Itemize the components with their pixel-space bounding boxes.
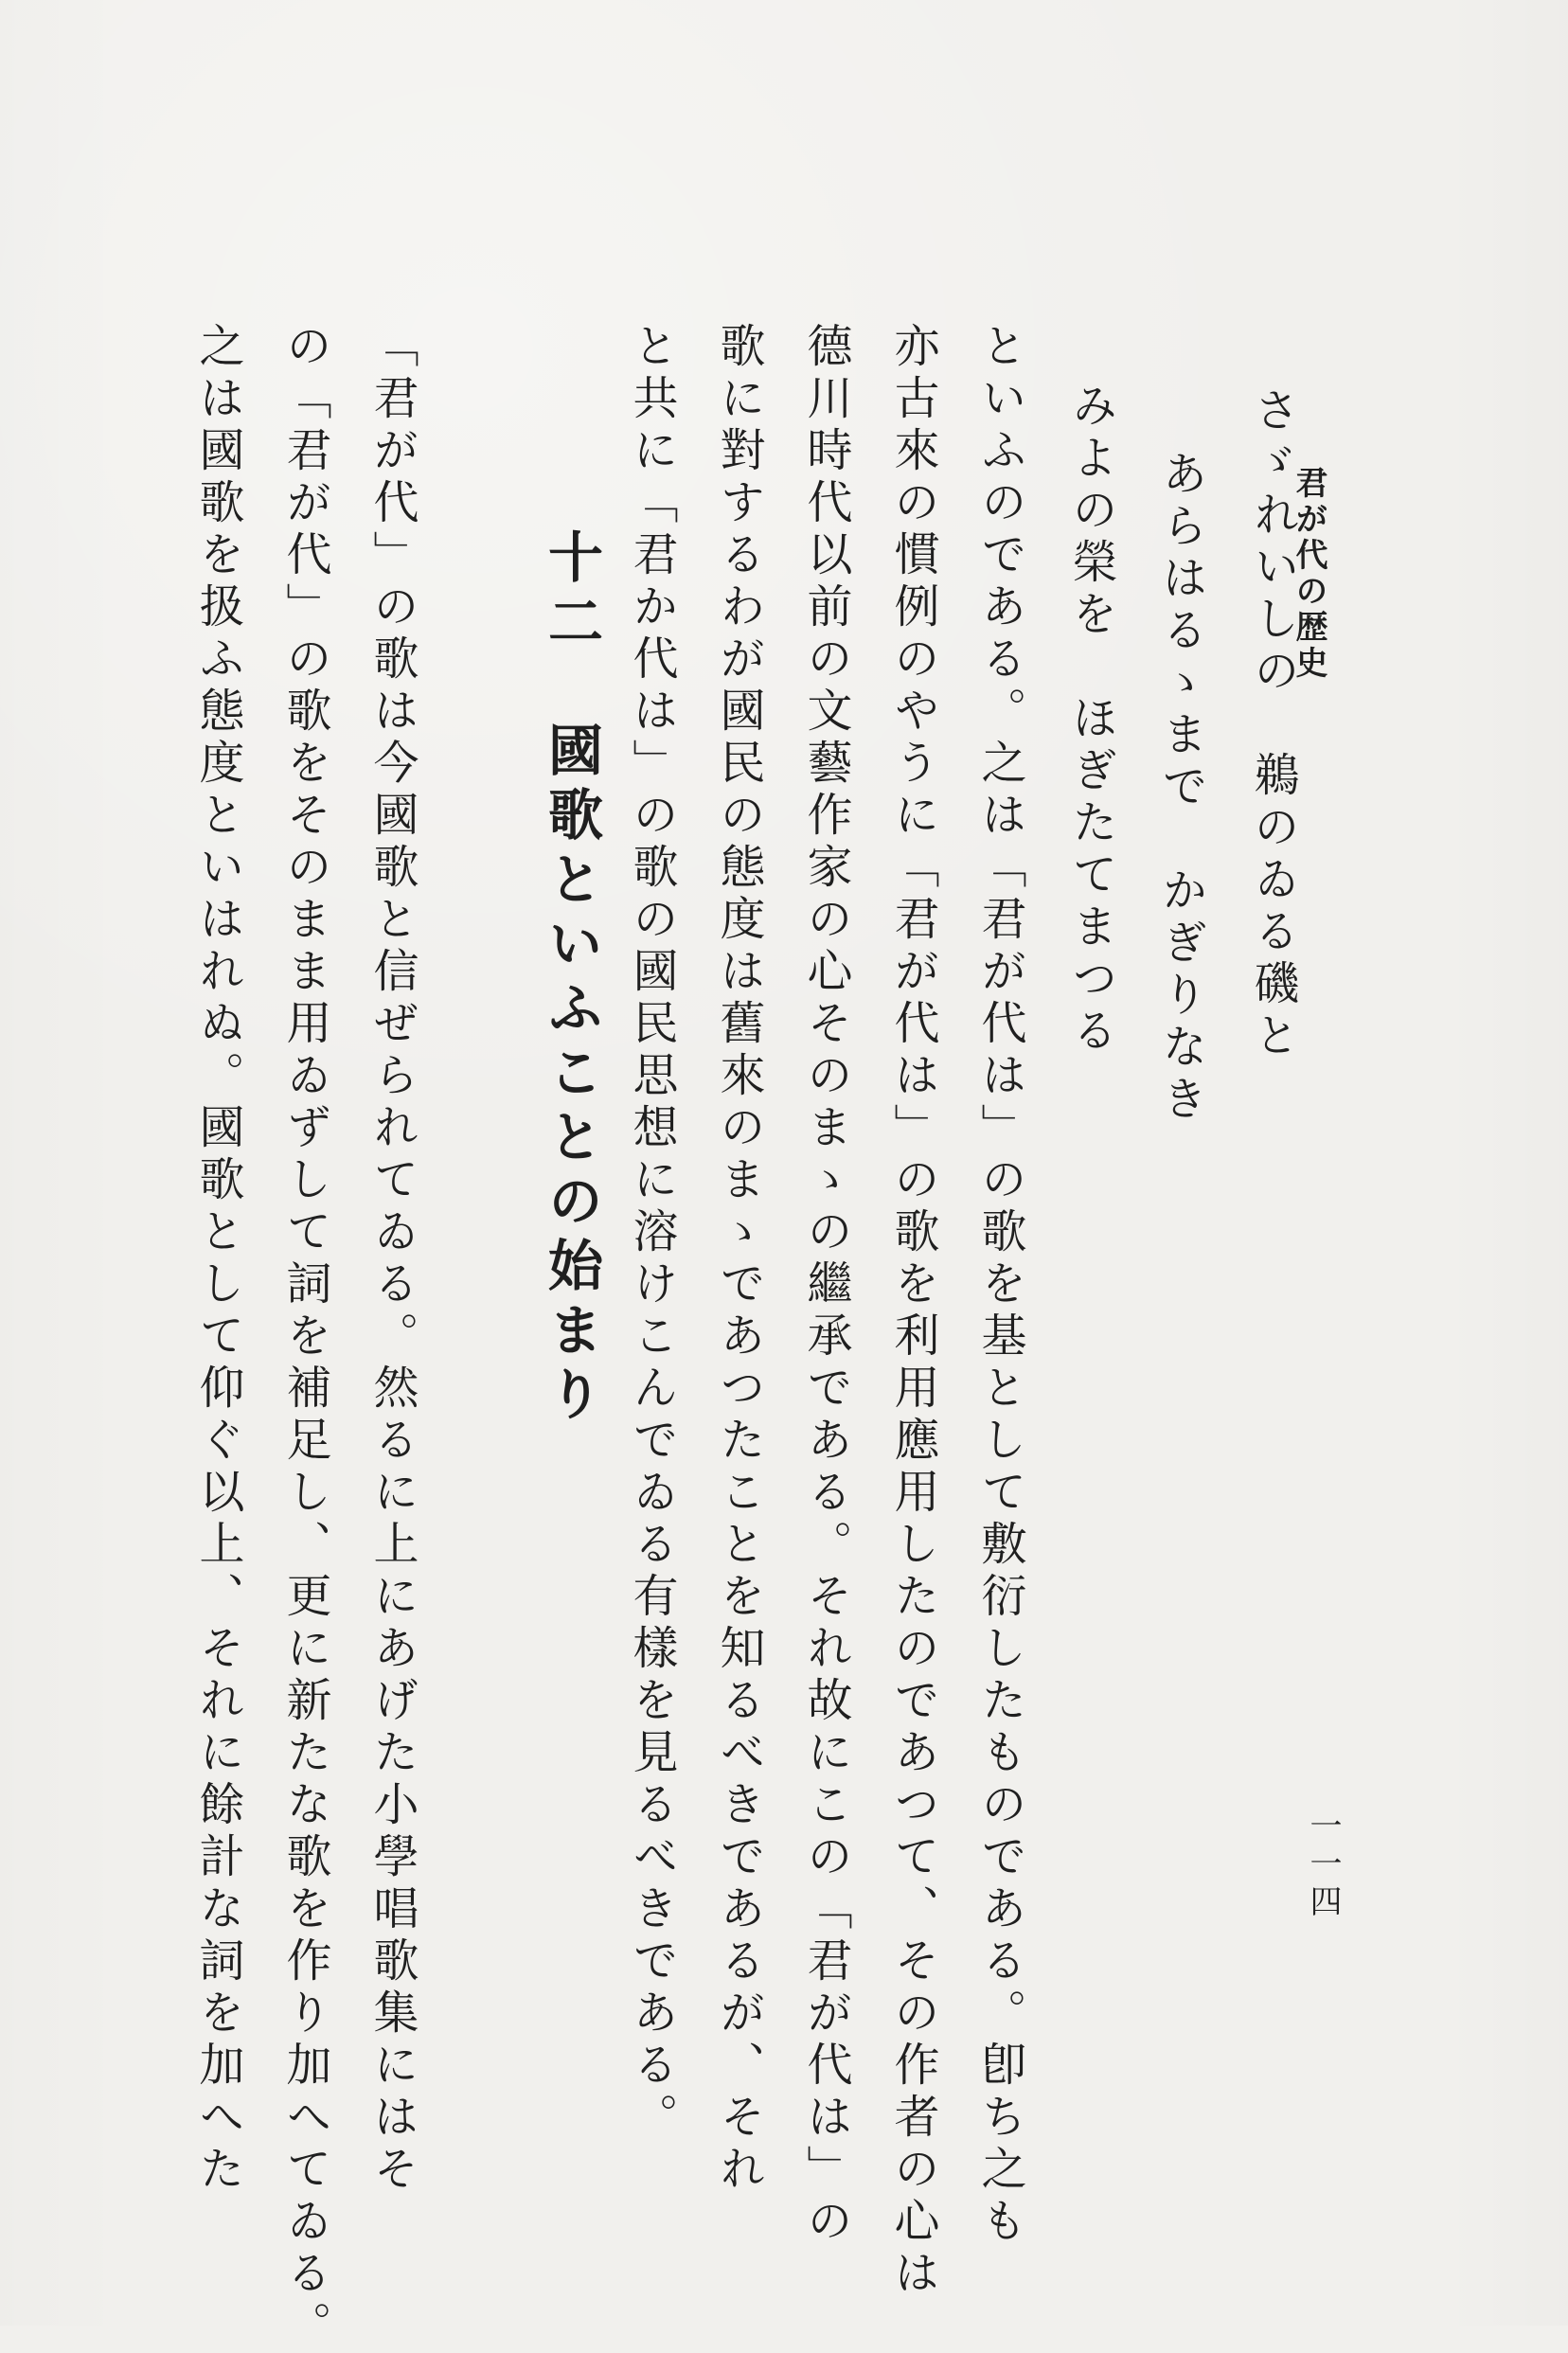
body-line-2: 亦古來の慣例のやうに「君が代は」の歌を利用應用したのであつて、その作者の心は xyxy=(886,322,939,2301)
running-header: 君が代の歴史 xyxy=(1290,466,1327,682)
poem-line-3: みよの榮を ほぎたてまつる xyxy=(1064,382,1117,1059)
body-line-5: と共に「君か代は」の歌の國民思想に溶けこんでゐる有樣を見るべきである。 xyxy=(625,322,678,2145)
body-line-6: 「君が代」の歌は今國歌と信ぜられてゐる。然るに上にあげた小學唱歌集にはそ xyxy=(365,322,419,2197)
poem-line-2: あらはるゝまで かぎりなき xyxy=(1154,450,1207,1127)
page-number: 一一四 xyxy=(1304,1809,1342,1922)
body-line-4: 歌に對するわが國民の態度は舊來のまゝであつたことを知るべきであるが、それ xyxy=(712,322,765,2197)
body-line-1: といふのである。之は「君が代は」の歌を基として敷衍したものである。卽ち之も xyxy=(973,322,1026,2249)
poem-line-1: さゞれいしの 鵜のゐる磯と xyxy=(1246,386,1299,1063)
body-line-8: 之は國歌を扱ふ態度といはれぬ。國歌として仰ぐ以上、それに餘計な詞を加へた xyxy=(191,322,244,2197)
body-line-3: 德川時代以前の文藝作家の心そのまゝの繼承である。それ故にこの「君が代は」の xyxy=(799,322,852,2249)
section-heading: 十二 國歌といふことの始まり xyxy=(539,528,603,1430)
body-line-7: の「君が代」の歌をそのまま用ゐずして詞を補足し、更に新たな歌を作り加へてゐる。 xyxy=(278,322,331,2353)
